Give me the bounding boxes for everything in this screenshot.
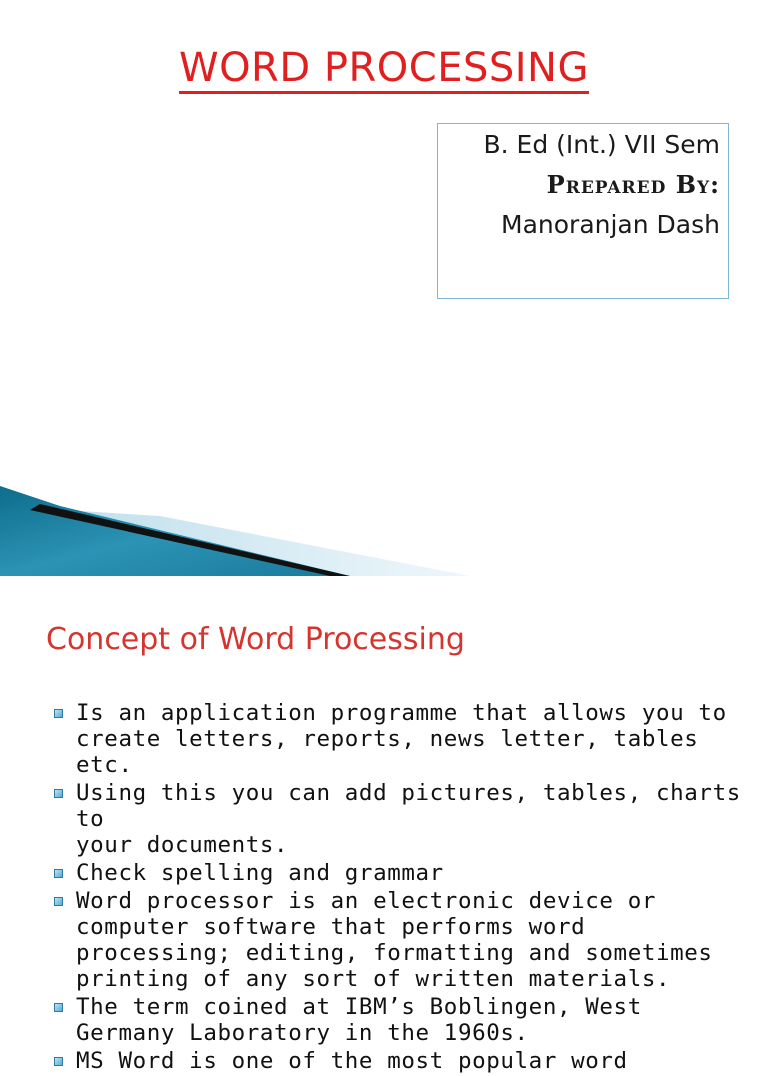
author-name: Manoranjan Dash	[501, 210, 720, 239]
square-bullet-icon	[54, 709, 63, 718]
course-label: B. Ed (Int.) VII Sem	[483, 130, 720, 159]
list-item: MS Word is one of the most popular word	[52, 1048, 752, 1074]
square-bullet-icon	[54, 869, 63, 878]
concept-slide	[0, 584, 768, 1074]
list-item: Word processor is an electronic device or computer software that performs word processing; editing, formatting and sometimes printing of any sort of written materials.	[52, 888, 752, 992]
list-item: The term coined at IBM’s Boblingen, West Germany Laboratory in the 1960s.	[52, 994, 752, 1046]
decorative-swoosh-graphic	[0, 476, 470, 576]
square-bullet-icon	[54, 1003, 63, 1012]
prepared-by-label: Prepared By:	[546, 170, 720, 199]
square-bullet-icon	[54, 1057, 63, 1066]
bullet-list	[52, 700, 752, 1076]
list-item: Check spelling and grammar	[52, 860, 752, 886]
slide-title: WORD PROCESSING	[0, 42, 768, 94]
square-bullet-icon	[54, 789, 63, 798]
square-bullet-icon	[54, 897, 63, 906]
list-item: Using this you can add pictures, tables, charts to your documents.	[52, 780, 752, 858]
list-item: Is an application programme that allows you to create letters, reports, news letter, tables etc.	[52, 700, 752, 778]
presenter-info-box	[437, 123, 729, 299]
concept-heading: Concept of Word Processing	[46, 622, 465, 657]
